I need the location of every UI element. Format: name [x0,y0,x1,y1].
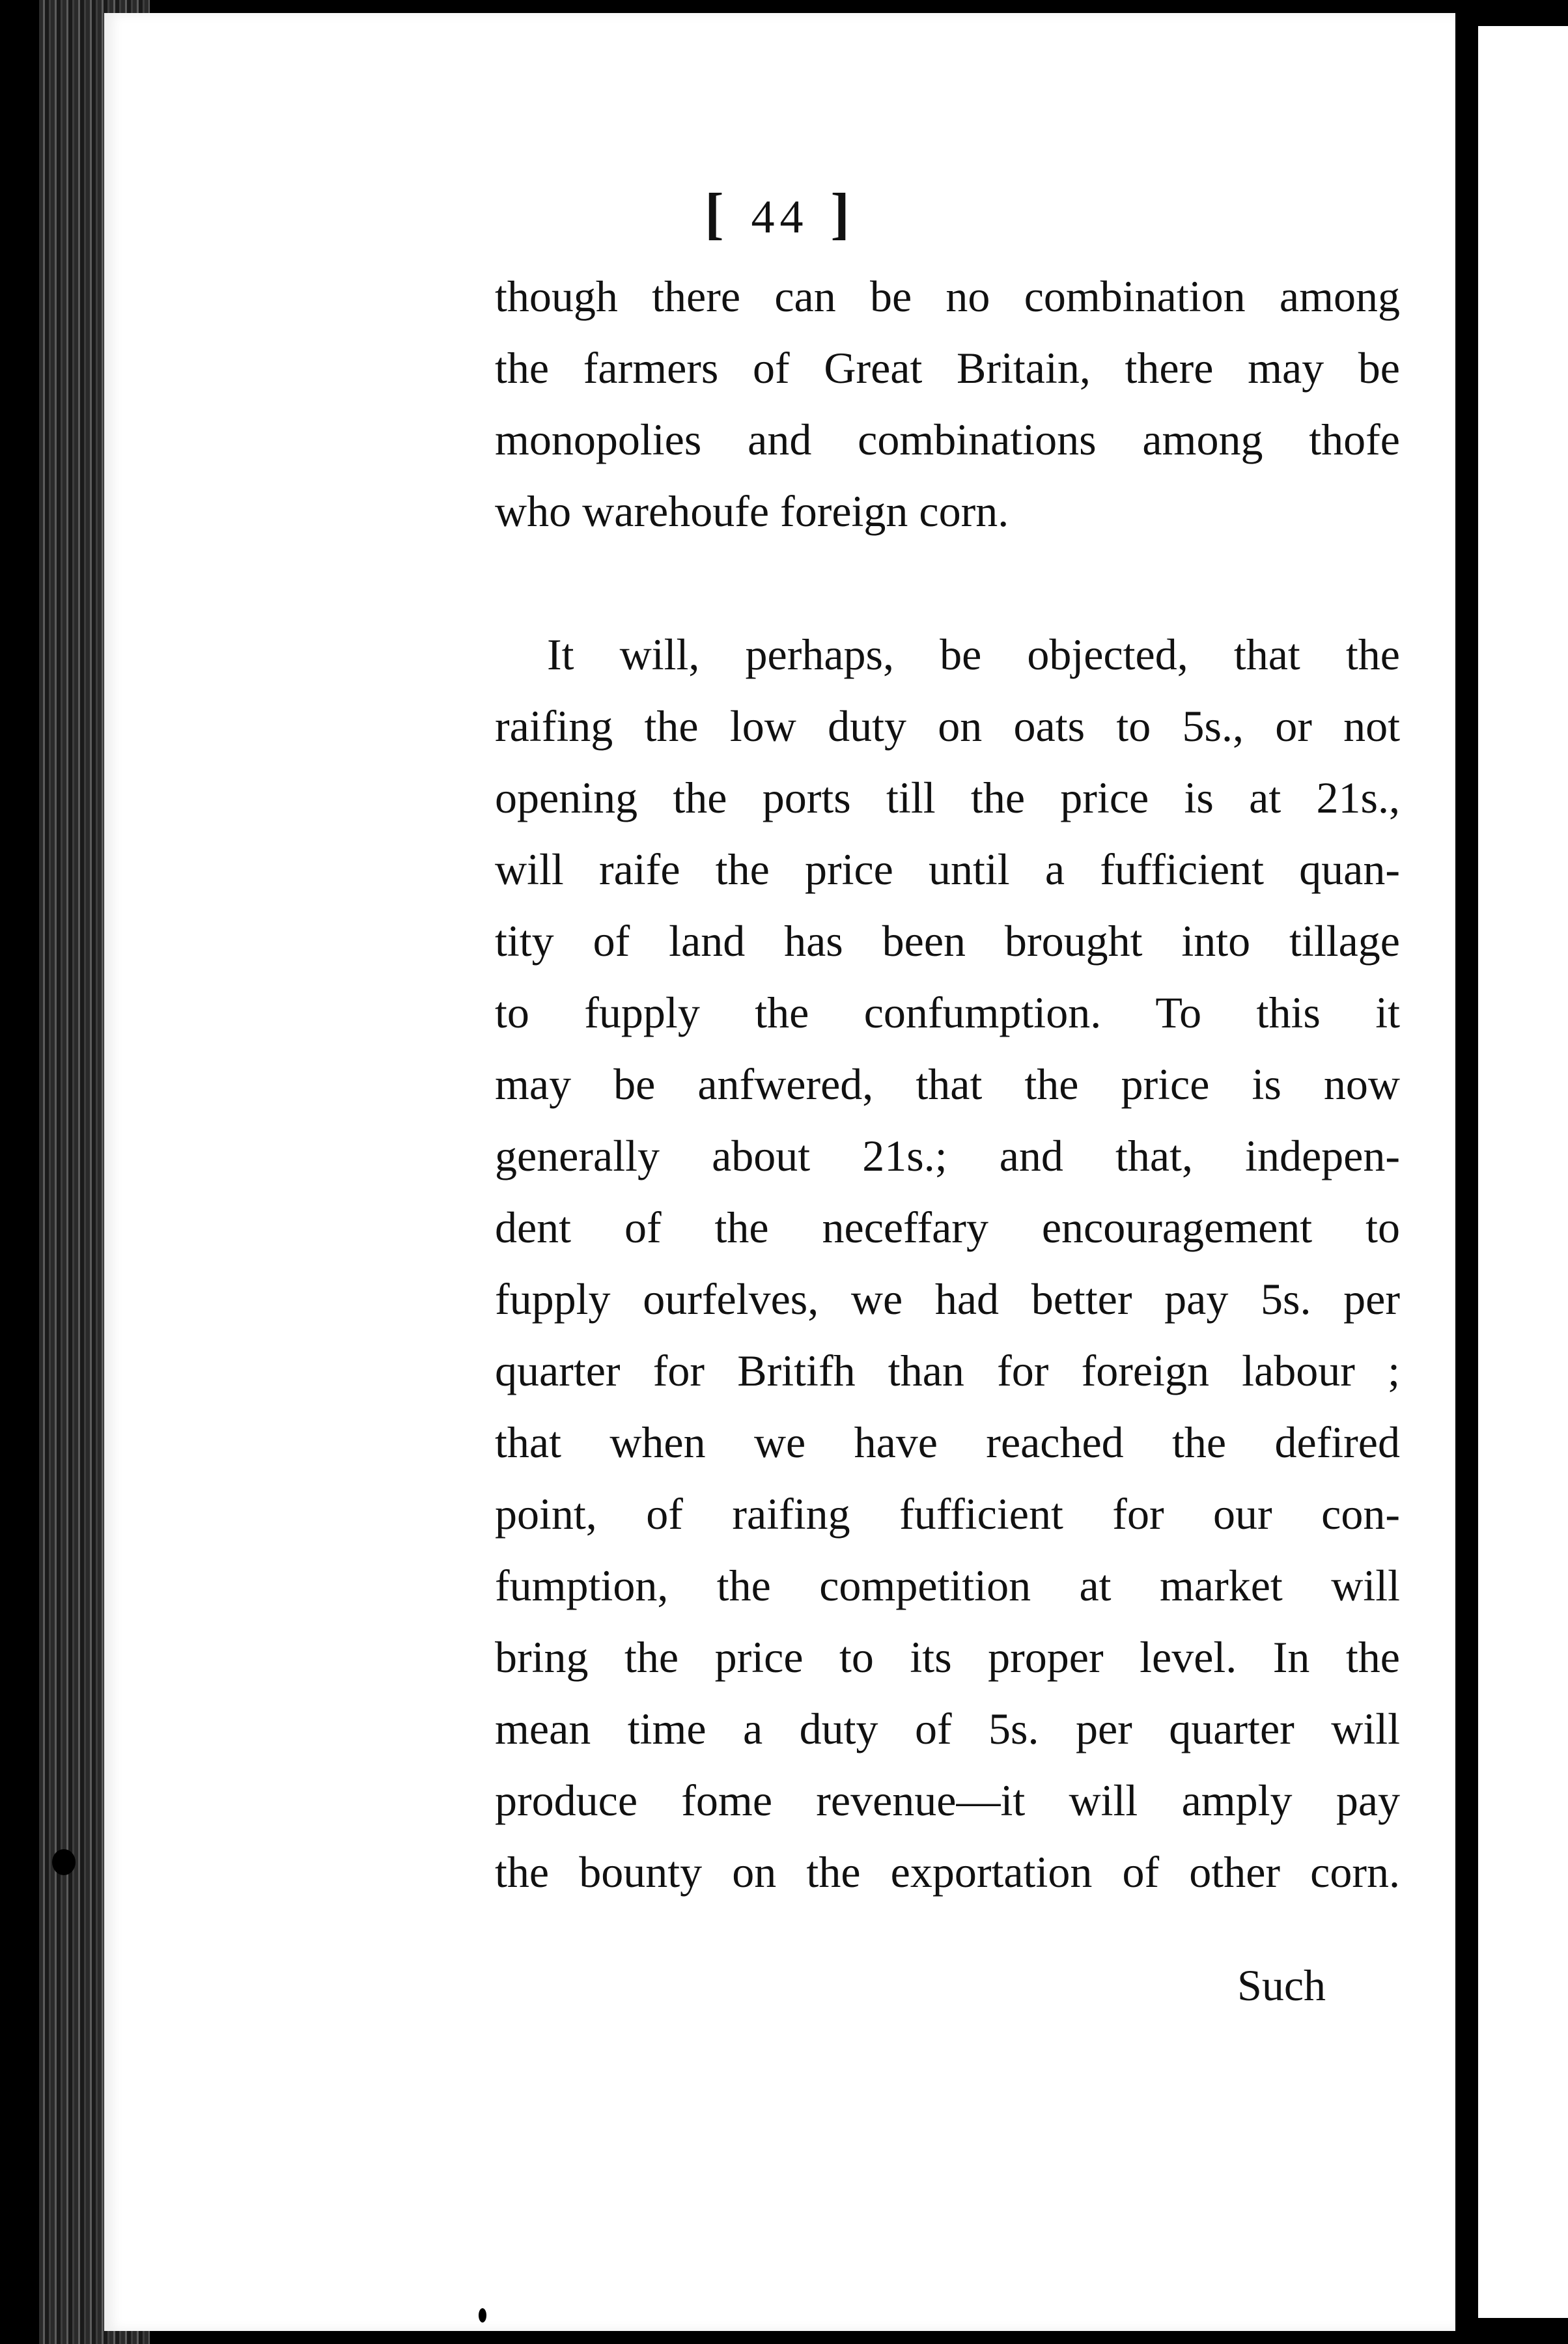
text-line: though there can be no combination among [495,272,1400,321]
margin-speck [52,1849,76,1875]
text-line: It will, perhaps, be objected, that the [547,630,1400,679]
text-line: may be anfwered, that the price is now [495,1059,1400,1109]
text-line: point, of raifing fufficient for our con- [495,1489,1400,1539]
text-line: mean time a duty of 5s. per quarter will [495,1704,1400,1753]
text-line: the bounty on the exportation of other corn. [495,1847,1400,1897]
page-header [104,181,1455,247]
margin-speck [20,1061,29,1080]
text-line: to fupply the confumption. To this it [495,988,1400,1037]
catchword: Such [1237,1960,1326,2010]
margin-speck [479,2308,486,2323]
text-line: quarter for Britifh than for foreign labour ; [495,1346,1400,1395]
text-line: monopolies and combinations among thofe [495,415,1400,464]
text-line: fupply ourfelves, we had better pay 5s. per [495,1274,1400,1324]
facing-page [1478,26,1568,2318]
header-bracket-right: ] [830,182,855,245]
text-line: who warehoufe foreign corn. [495,486,1009,536]
page-number: 44 [751,191,809,243]
header-bracket-left: [ [705,182,729,245]
text-line: that when we have reached the defired [495,1417,1400,1467]
text-line: opening the ports till the price is at 21s., [495,773,1400,822]
text-line: the farmers of Great Britain, there may be [495,343,1400,393]
paragraph-2 [495,619,1400,1908]
text-line: raifing the low duty on oats to 5s., or not [495,701,1400,751]
paragraph-1 [495,260,1400,547]
text-line: dent of the neceffary encouragement to [495,1203,1400,1252]
text-line: will raife the price until a fufficient quan- [495,844,1400,894]
text-line: fumption, the competition at market will [495,1561,1400,1610]
text-line: produce fome revenue—it will amply pay [495,1776,1400,1825]
body-text [495,260,1400,1908]
text-line: bring the price to its proper level. In the [495,1632,1400,1682]
text-line: generally about 21s.; and that, indepen- [495,1131,1400,1180]
text-line: tity of land has been brought into tillage [495,916,1400,966]
book-page [104,13,1455,2331]
paragraph-break [495,547,1400,619]
